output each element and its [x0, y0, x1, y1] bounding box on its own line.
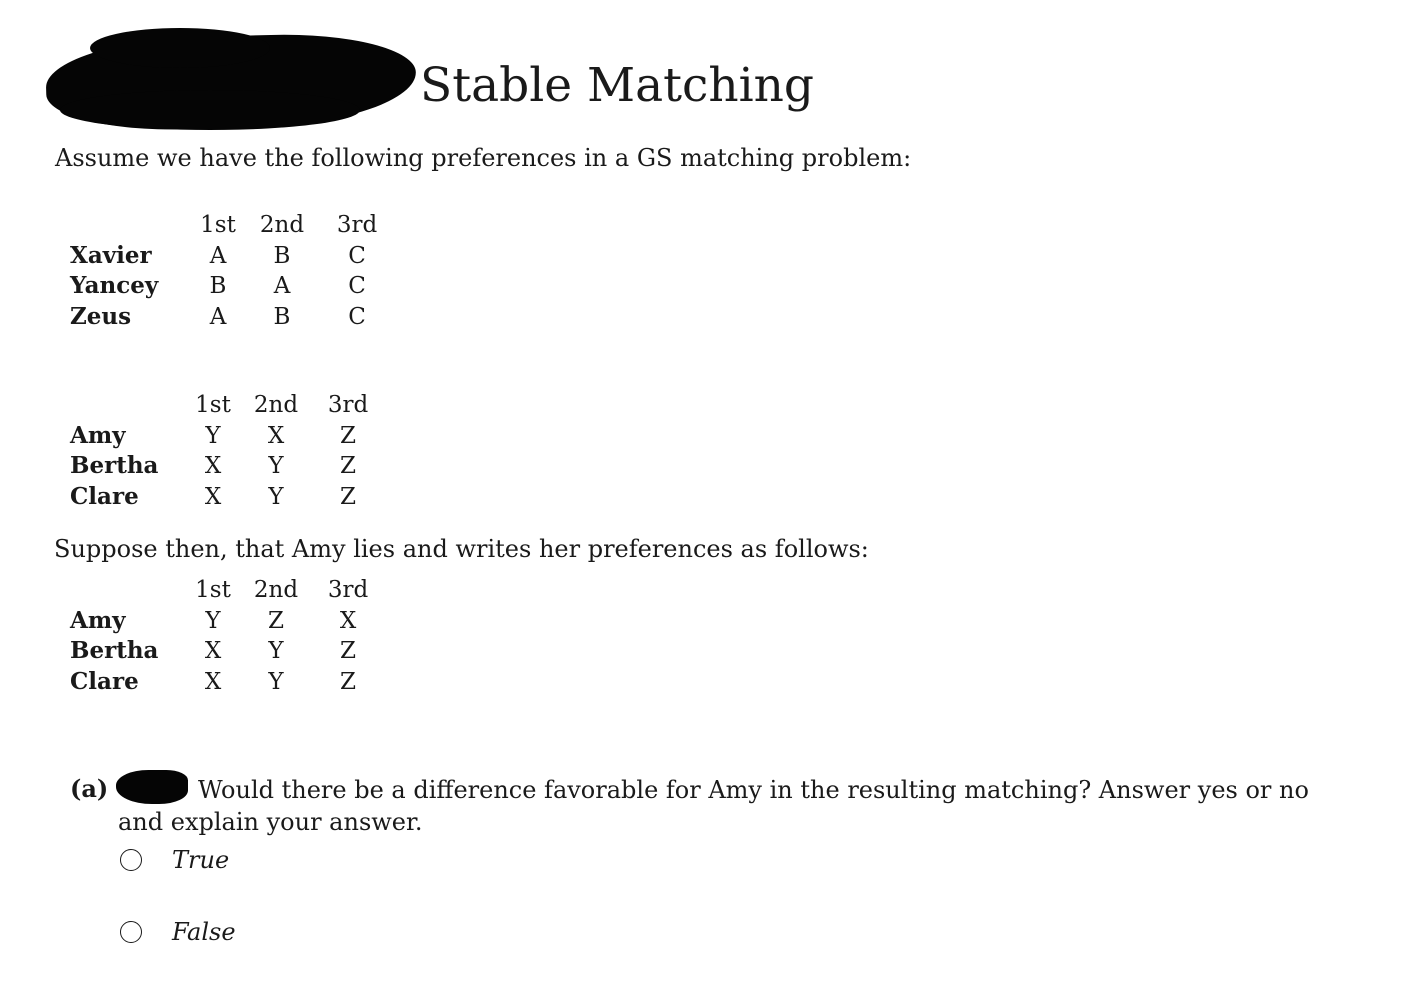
pref-cell: X	[204, 638, 222, 664]
option-true[interactable]	[120, 846, 229, 874]
pref-cell: Z	[340, 453, 356, 479]
rank-header: 1st	[195, 577, 231, 603]
pref-cell: Z	[340, 422, 356, 449]
row-name: Bertha	[70, 452, 159, 479]
pref-cell: C	[348, 273, 366, 299]
header-empty	[70, 575, 182, 606]
table-header-row	[70, 575, 388, 606]
table-header-row	[70, 390, 388, 421]
pref-cell: A	[209, 242, 227, 269]
pref-cell: B	[273, 242, 291, 269]
rank-header: 2nd	[253, 577, 299, 603]
women-preference-table	[70, 390, 388, 512]
table-row	[70, 451, 388, 482]
pref-cell: B	[209, 273, 227, 299]
table-row	[70, 241, 400, 272]
table-row	[70, 667, 388, 698]
pref-cell: X	[204, 668, 222, 695]
rank-header: 3rd	[327, 392, 369, 418]
men-preference-table	[70, 210, 400, 332]
question-label: (a)	[70, 774, 109, 803]
pref-cell: A	[273, 273, 291, 299]
rank-header: 3rd	[327, 577, 369, 603]
pref-cell: Z	[340, 668, 356, 695]
pref-cell: A	[209, 303, 227, 330]
option-false[interactable]	[120, 918, 236, 946]
table-row	[70, 482, 388, 513]
row-name: Bertha	[70, 637, 159, 664]
pref-cell: Z	[340, 638, 356, 664]
pref-cell: X	[339, 607, 357, 634]
row-name: Clare	[70, 482, 139, 510]
pref-cell: Y	[268, 453, 284, 479]
row-name: Xavier	[70, 241, 152, 269]
title-redaction	[60, 90, 360, 130]
pref-cell: B	[273, 303, 291, 330]
title-redaction	[90, 28, 270, 68]
pref-cell: Y	[205, 422, 221, 449]
intro-text: Assume we have the following preferences in a GS matching problem:	[55, 144, 912, 172]
table-header-row	[70, 210, 400, 241]
row-name: Amy	[70, 606, 126, 634]
pref-cell: Y	[268, 483, 284, 510]
lie-preference-table	[70, 575, 388, 697]
table-row	[70, 636, 388, 667]
pref-cell: Y	[205, 607, 221, 634]
radio-button-false[interactable]	[120, 921, 142, 943]
table-row	[70, 606, 388, 637]
rank-header: 2nd	[259, 212, 305, 238]
table-row	[70, 421, 388, 452]
row-name: Zeus	[70, 302, 132, 330]
pref-cell: X	[267, 422, 285, 449]
row-name: Clare	[70, 667, 139, 695]
pref-cell: Z	[340, 483, 356, 510]
rank-header: 3rd	[336, 212, 378, 238]
suppose-text: Suppose then, that Amy lies and writes her preferences as follows:	[54, 535, 869, 563]
pref-cell: Z	[268, 607, 284, 634]
page-title: Stable Matching	[420, 58, 814, 113]
option-label-true: True	[172, 846, 230, 874]
rank-header: 2nd	[253, 392, 299, 418]
table-row	[70, 271, 400, 302]
pref-cell: Y	[268, 668, 284, 695]
option-label-false: False	[172, 918, 236, 946]
row-name: Amy	[70, 421, 126, 449]
row-name: Yancey	[70, 272, 159, 299]
pref-cell: X	[204, 453, 222, 479]
header-empty	[70, 210, 186, 241]
question-text: Would there be a difference favorable for Amy in the resulting matching? Answer yes or no and explain your answer.	[118, 776, 1309, 836]
radio-button-true[interactable]	[120, 849, 142, 871]
pref-cell: C	[348, 303, 366, 330]
pref-cell: Y	[268, 638, 284, 664]
rank-header: 1st	[200, 212, 236, 238]
table-row	[70, 302, 400, 333]
header-empty	[70, 390, 182, 421]
pref-cell: X	[204, 483, 222, 510]
pref-cell: C	[348, 242, 366, 269]
rank-header: 1st	[195, 392, 231, 418]
